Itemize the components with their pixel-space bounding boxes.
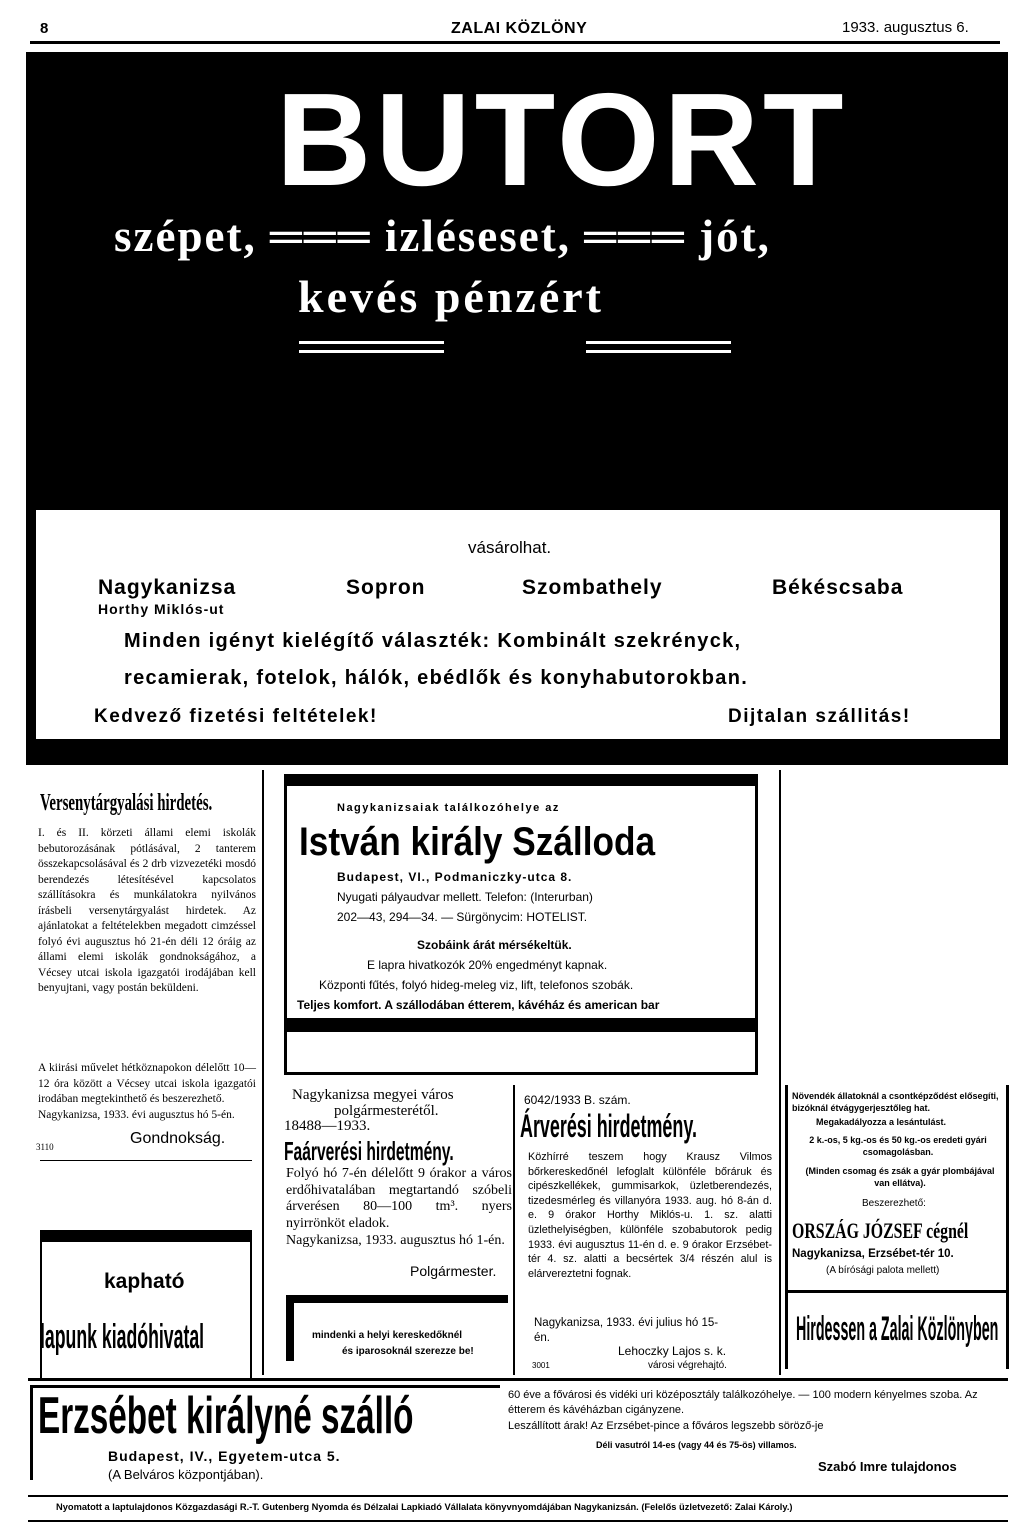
column-rule-1 bbox=[262, 770, 264, 1375]
arveres-date: Nagykanizsa, 1933. évi julius hó 15-én. bbox=[534, 1317, 719, 1344]
orszag-line-4: (Minden csomag és zsák a gyár plombájával van ellátva). bbox=[805, 1166, 995, 1188]
payment-terms: Kedvező fizetési feltételek! bbox=[94, 706, 378, 727]
orszag-line-1: Növendék állatoknál a csontképződést elősegíti, bizóknál étvágygerjesztőleg hat. bbox=[792, 1091, 999, 1113]
city-nagykanizsa: Nagykanizsa bbox=[98, 576, 237, 599]
erzsebet-text-1: 60 éve a fővárosi és vidéki uri középosztály találkozóhelye. — 100 modern kényelmes szoba. Az étterem és kávéházban cigányzene. bbox=[508, 1389, 978, 1416]
faarveres-body: Folyó hó 7-én délelőtt 9 órakor a város erdőhivatalában megtartandó szóbeli árverésen 80—100 tm³. nyers nyirrönköt eladok. bbox=[286, 1166, 512, 1231]
hotel-bottom-band bbox=[284, 1018, 758, 1032]
local-merchants-line-1: mindenki a helyi kereskedőknél bbox=[312, 1330, 463, 1341]
tender-title: Versenytárgyalási hirdetés. bbox=[40, 790, 213, 816]
faarveres-date: Nagykanizsa, 1933. augusztus hó 1-én. bbox=[286, 1233, 505, 1248]
orszag-company: ORSZÁG JÓZSEF cégnél bbox=[792, 1218, 969, 1243]
tender-rule bbox=[40, 1160, 252, 1161]
hotel-istvan-name: István király Szálloda bbox=[299, 820, 656, 864]
footer-rule-1 bbox=[28, 1495, 1008, 1497]
tender-body: I. és II. körzeti állami elemi iskolák bebutorozásának pótlásával, 2 tanterem összekapcsolásával és 2 drb vizvezetéki mosdó berendezés létesítésével kapcsolatos szállításokra és munkálatokra nyilvános írásbeli versenytárgyalást hirdetek. Az ajánlatokat a feltételekben megadott cimzéssel folyó évi augusztus hó 21-én déli 12 óráig az állami elemi iskolák gondnokságához, a Vécsey utcai iskola igazgatói irodájában kell benyujtani, vagy postán beküldeni. bbox=[38, 827, 256, 994]
orszag-line-2: Megakadályozza a lesántulást. bbox=[816, 1117, 947, 1127]
advertise-banner: Hirdessen a Zalai Közlönyben bbox=[796, 1310, 999, 1348]
hotel-line-6: Teljes komfort. A szállodában étterem, kávéház és american bar bbox=[297, 998, 660, 1012]
arveres-title: Árverési hirdetmény. bbox=[520, 1108, 697, 1144]
city-nagykanizsa-street: Horthy Miklós-ut bbox=[98, 601, 225, 617]
erzsebet-top-rule bbox=[28, 1378, 1008, 1381]
headline-butort: BUTORT bbox=[276, 66, 848, 213]
offer-line-2: recamierak, fotelok, hálók, ebédlők és konyhabutorokban. bbox=[124, 667, 749, 689]
hotel-meeting-place: Nagykanizsaiak találkozóhelye az bbox=[337, 802, 560, 814]
orszag-line-3: 2 k.-os, 5 kg.-os és 50 kg.-os eredeti gyári csomagolásban. bbox=[809, 1135, 987, 1157]
newspaper-name: ZALAI KÖZLÖNY bbox=[451, 20, 588, 37]
arveres-signature: Lehoczky Lajos s. k. bbox=[618, 1344, 727, 1358]
tender-number: 3110 bbox=[36, 1142, 54, 1152]
arveres-number: 6042/1933 B. szám. bbox=[524, 1093, 631, 1107]
faarveres-signature: Polgármester. bbox=[410, 1263, 497, 1279]
faarveres-number: 18488—1933. bbox=[284, 1118, 371, 1134]
erzsebet-text-2: Leszállított árak! Az Erzsébet-pince a főváros legszebb söröző-je bbox=[508, 1420, 824, 1432]
main-ad-black-panel bbox=[36, 58, 1000, 538]
arveres-role: városi végrehajtó. bbox=[648, 1360, 727, 1371]
rule-right bbox=[586, 341, 731, 344]
hotel-line-2: 202—43, 294—34. — Sürgönycim: HOTELIST. bbox=[337, 910, 588, 924]
page-number: 8 bbox=[40, 20, 49, 37]
rule-left bbox=[299, 341, 444, 344]
erzsebet-name: Erzsébet királyné szálló bbox=[38, 1387, 414, 1445]
main-ad-white-panel bbox=[36, 510, 1000, 739]
hotel-line-3: Szobáink árát mérsékeltük. bbox=[417, 938, 572, 952]
tender-date: Nagykanizsa, 1933. évi augusztus hó 5-én. bbox=[38, 1109, 235, 1121]
ad-line-keves-penzert: kevés pénzért bbox=[298, 271, 604, 322]
tender-signature: Gondnokság. bbox=[130, 1130, 226, 1147]
local-merchants-line-2: és iparosoknál szerezze be! bbox=[342, 1346, 474, 1357]
faarveres-authority-1: Nagykanizsa megyei város bbox=[292, 1087, 454, 1103]
issue-date: 1933. augusztus 6. bbox=[842, 19, 969, 36]
hotel-line-1: Nyugati pályaudvar mellett. Telefon: (Interurban) bbox=[337, 890, 593, 904]
footer-rule-2 bbox=[28, 1520, 1008, 1522]
hotel-istvan-frame bbox=[284, 783, 758, 1075]
column-rule-2 bbox=[513, 1085, 515, 1375]
orszag-note: (A bírósági palota mellett) bbox=[826, 1265, 940, 1276]
arveres-body: Közhírré teszem hogy Krausz Vilmos bőrkereskedőnél lefoglalt különféle bőráruk és cipészkellékek, gummisarkok, üzletberendezés, tizedesmérleg és villanyóra 1933. aug. hó 8-án d. e. 9 órakor Horthy Miklós-u. 1. sz. alatti üzlethelyiségben, különféle szobabutorok pedig 1933. évi augusztus 11-én d. e. 9 órakor Erzsébet-tér 4. sz. alatti a becsértek 3/4 részén alul is elárvereztetni fognak. bbox=[528, 1151, 772, 1280]
column-rule-3 bbox=[779, 770, 781, 1375]
hotel-top-band bbox=[284, 774, 758, 783]
erzsebet-location: (A Belváros központjában). bbox=[108, 1467, 264, 1482]
kaphato-word: kapható bbox=[104, 1270, 185, 1293]
offer-line-1: Minden igényt kielégítő választék: Kombinált szekrényck, bbox=[124, 630, 742, 652]
hotel-address: Budapest, VI., Podmaniczky-utca 8. bbox=[337, 870, 573, 884]
city-szombathely: Szombathely bbox=[522, 576, 663, 599]
hotel-line-4: E lapra hivatkozók 20% engedményt kapnak. bbox=[367, 958, 608, 972]
tender-body-2: A kiirási művelet hétköznapokon délelőtt 10—12 óra között a Vécsey utcai iskola igazgatói irodában megtekinthető és beszerezhető. bbox=[38, 1062, 256, 1105]
kaphato-office: lapunk kiadóhivatal bbox=[40, 1318, 205, 1356]
footer-imprint: Nyomatott a laptulajdonos Közgazdasági R.-T. Gutenberg Nyomda és Délzalai Lapkiadó Vállalata könyvnyomdájában Nagykanizsán. (Felelős üzletvezető: Zalai Károly.) bbox=[56, 1502, 793, 1512]
buy-text: vásárolhat. bbox=[468, 538, 552, 557]
orszag-address: Nagykanizsa, Erzsébet-tér 10. bbox=[792, 1248, 954, 1260]
erzsebet-text-3: Déli vasutról 14-es (vagy 44 és 75-ös) villamos. bbox=[596, 1440, 797, 1450]
erzsebet-address: Budapest, IV., Egyetem-utca 5. bbox=[108, 1448, 341, 1464]
faarveres-authority-2: polgármesterétől. bbox=[334, 1103, 439, 1119]
rule-left-2 bbox=[299, 350, 444, 353]
ad-line-szepet: szépet, ═══ izléseset, ═══ jót, bbox=[114, 211, 771, 261]
orszag-rule bbox=[785, 1290, 1009, 1293]
city-sopron: Sopron bbox=[346, 576, 426, 599]
orszag-line-5: Beszerezhető: bbox=[862, 1198, 926, 1209]
rule-right-2 bbox=[586, 350, 731, 353]
faarveres-title: Faárverési hirdetmény. bbox=[284, 1136, 454, 1166]
header-rule bbox=[30, 41, 1000, 44]
arveres-code: 3001 bbox=[532, 1361, 550, 1370]
kaphato-box bbox=[40, 1230, 252, 1380]
hotel-line-5: Központi fűtés, folyó hideg-meleg viz, lift, telefonos szobák. bbox=[319, 978, 634, 992]
free-delivery: Dijtalan szállitás! bbox=[728, 706, 911, 727]
city-bekescsaba: Békéscsaba bbox=[772, 576, 904, 599]
erzsebet-owner: Szabó Imre tulajdonos bbox=[818, 1459, 957, 1474]
